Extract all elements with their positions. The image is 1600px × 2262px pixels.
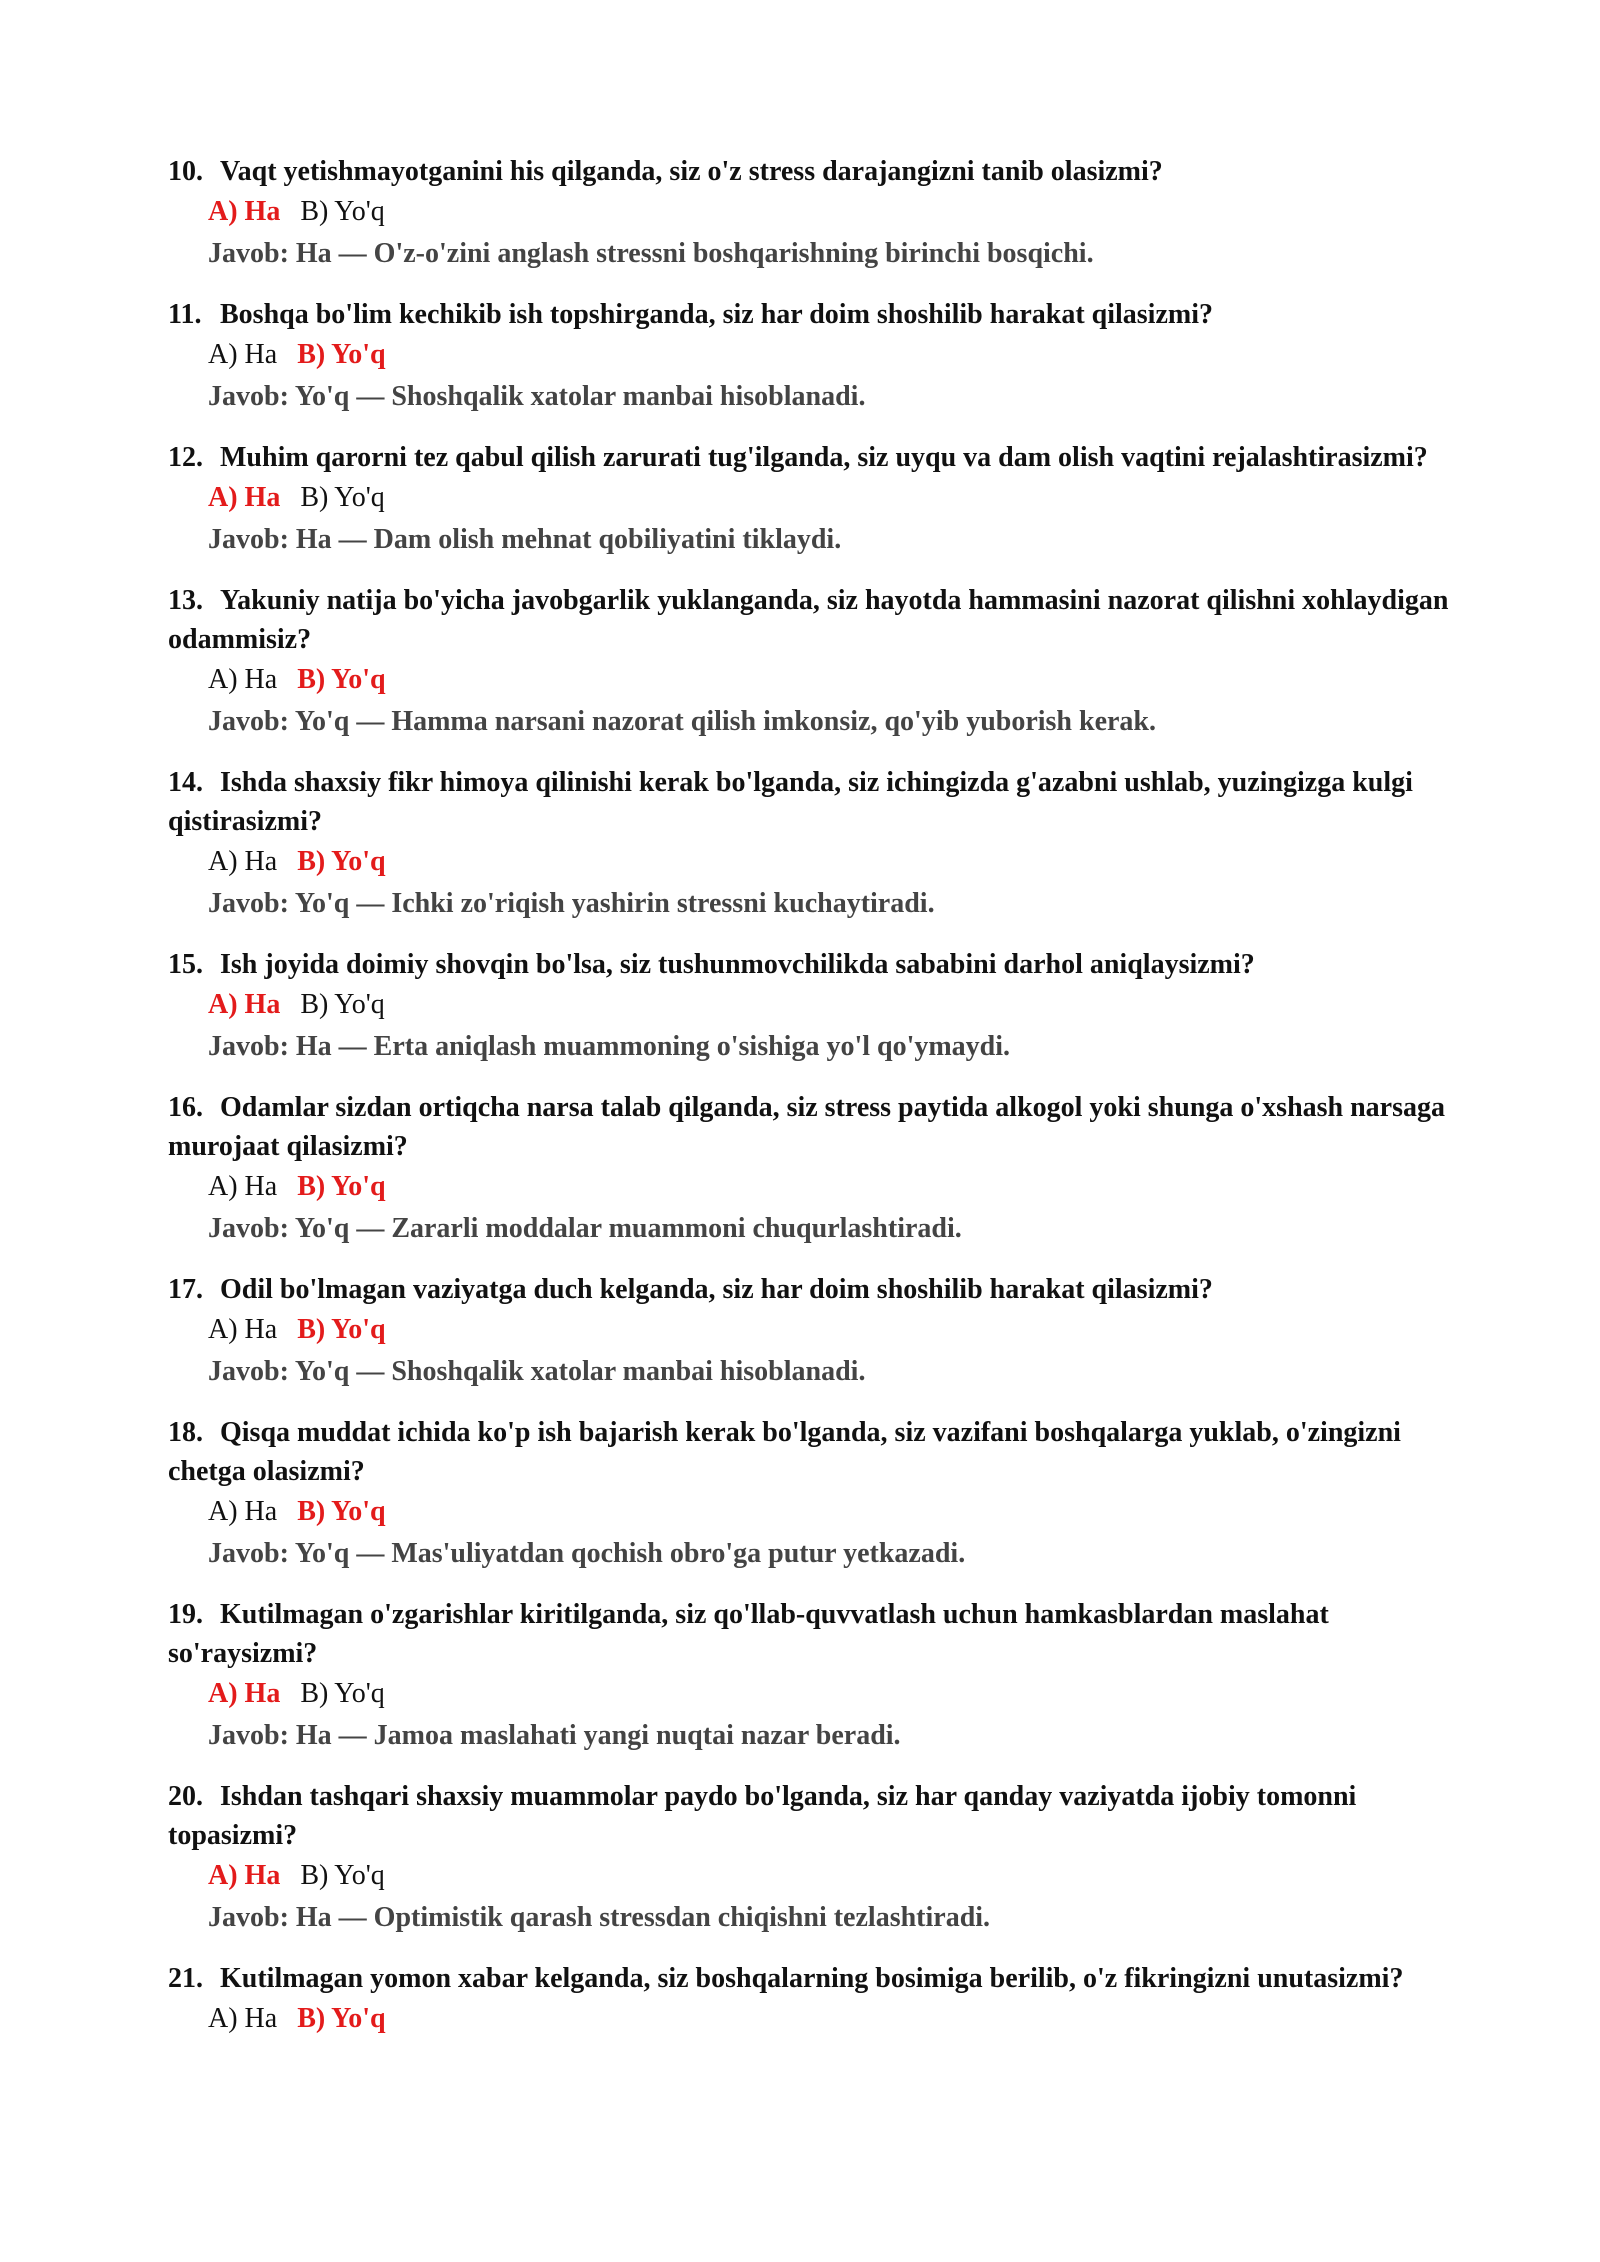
question-label: Odamlar sizdan ortiqcha narsa talab qilganda, siz stress paytida alkogol yoki shunga o'xshash narsaga murojaat qilasizmi? <box>168 1092 1445 1162</box>
option-b: B) Yo'q <box>300 196 385 227</box>
question-item <box>168 1413 1458 1575</box>
question-text <box>168 152 1458 191</box>
answer-options <box>168 191 1458 233</box>
answer-explanation: Javob: Ha — Jamoa maslahati yangi nuqtai nazar beradi. <box>208 1720 901 1751</box>
question-item <box>168 945 1458 1068</box>
question-label: Vaqt yetishmayotganini his qilganda, siz o'z stress darajangizni tanib olasizmi? <box>220 156 1163 187</box>
question-text <box>168 763 1458 841</box>
question-number: 19. <box>168 1599 203 1630</box>
question-text <box>168 1777 1458 1855</box>
question-item <box>168 1595 1458 1757</box>
question-text <box>168 1413 1458 1491</box>
answer-options <box>168 1166 1458 1208</box>
option-b: B) Yo'q <box>297 1496 386 1527</box>
option-b: B) Yo'q <box>297 2003 386 2034</box>
question-text <box>168 438 1458 477</box>
answer-options <box>168 334 1458 376</box>
answer-options <box>168 477 1458 519</box>
question-label: Odil bo'lmagan vaziyatga duch kelganda, siz har doim shoshilib harakat qilasizmi? <box>220 1274 1213 1305</box>
option-b: B) Yo'q <box>297 1171 386 1202</box>
option-a: A) Ha <box>208 1678 281 1709</box>
question-text <box>168 1959 1458 1998</box>
option-b: B) Yo'q <box>297 846 386 877</box>
question-text <box>168 581 1458 659</box>
question-label: Qisqa muddat ichida ko'p ish bajarish kerak bo'lganda, siz vazifani boshqalarga yuklab, o'zingizni chetga olasizmi? <box>168 1417 1401 1487</box>
option-a: A) Ha <box>208 1860 281 1891</box>
option-a: A) Ha <box>208 482 281 513</box>
question-item <box>168 152 1458 275</box>
option-b: B) Yo'q <box>300 482 385 513</box>
answer-options <box>168 1673 1458 1715</box>
question-number: 10. <box>168 156 203 187</box>
option-b: B) Yo'q <box>297 664 386 695</box>
question-number: 14. <box>168 767 203 798</box>
question-number: 13. <box>168 585 203 616</box>
answer-options <box>168 984 1458 1026</box>
answer-explanation: Javob: Yo'q — Mas'uliyatdan qochish obro'ga putur yetkazadi. <box>208 1538 966 1569</box>
question-number: 17. <box>168 1274 203 1305</box>
answer-options <box>168 1491 1458 1533</box>
option-a: A) Ha <box>208 339 278 370</box>
option-a: A) Ha <box>208 2003 278 2034</box>
answer-explanation: Javob: Yo'q — Zararli moddalar muammoni chuqurlashtiradi. <box>208 1213 962 1244</box>
question-number: 16. <box>168 1092 203 1123</box>
question-label: Kutilmagan yomon xabar kelganda, siz boshqalarning bosimiga berilib, o'z fikringizni unutasizmi? <box>220 1963 1404 1994</box>
question-number: 20. <box>168 1781 203 1812</box>
option-b: B) Yo'q <box>300 1678 385 1709</box>
answer-options <box>168 841 1458 883</box>
answer-options <box>168 1998 1458 2040</box>
answer-explanation: Javob: Yo'q — Shoshqalik xatolar manbai hisoblanadi. <box>208 381 866 412</box>
question-label: Ishda shaxsiy fikr himoya qilinishi kerak bo'lganda, siz ichingizda g'azabni ushlab, yuzingizga kulgi qistirasizmi? <box>168 767 1413 837</box>
question-label: Yakuniy natija bo'yicha javobgarlik yuklanganda, siz hayotda hammasini nazorat qilishni xohlaydigan odammisiz? <box>168 585 1449 655</box>
option-b: B) Yo'q <box>300 1860 385 1891</box>
question-number: 15. <box>168 949 203 980</box>
question-list <box>168 152 1458 2060</box>
question-item <box>168 581 1458 743</box>
question-item <box>168 1270 1458 1393</box>
question-label: Ish joyida doimiy shovqin bo'lsa, siz tushunmovchilikda sababini darhol aniqlaysizmi? <box>220 949 1255 980</box>
option-a: A) Ha <box>208 1496 278 1527</box>
question-label: Muhim qarorni tez qabul qilish zarurati tug'ilganda, siz uyqu va dam olish vaqtini rejalashtirasizmi? <box>220 442 1428 473</box>
option-a: A) Ha <box>208 1314 278 1345</box>
question-text <box>168 1595 1458 1673</box>
question-item <box>168 1959 1458 2040</box>
answer-explanation: Javob: Ha — O'z-o'zini anglash stressni boshqarishning birinchi bosqichi. <box>208 238 1094 269</box>
question-label: Kutilmagan o'zgarishlar kiritilganda, siz qo'llab-quvvatlash uchun hamkasblardan maslahat so'raysizmi? <box>168 1599 1329 1669</box>
question-text <box>168 295 1458 334</box>
question-item <box>168 295 1458 418</box>
answer-options <box>168 659 1458 701</box>
option-b: B) Yo'q <box>297 339 386 370</box>
question-item <box>168 438 1458 561</box>
answer-options <box>168 1309 1458 1351</box>
question-number: 18. <box>168 1417 203 1448</box>
question-number: 12. <box>168 442 203 473</box>
option-b: B) Yo'q <box>297 1314 386 1345</box>
answer-explanation: Javob: Yo'q — Hamma narsani nazorat qilish imkonsiz, qo'yib yuborish kerak. <box>208 706 1157 737</box>
question-text <box>168 945 1458 984</box>
answer-explanation: Javob: Ha — Erta aniqlash muammoning o'sishiga yo'l qo'ymaydi. <box>208 1031 1011 1062</box>
question-label: Boshqa bo'lim kechikib ish topshirganda, siz har doim shoshilib harakat qilasizmi? <box>220 299 1213 330</box>
question-item <box>168 1088 1458 1250</box>
question-text <box>168 1270 1458 1309</box>
option-b: B) Yo'q <box>300 989 385 1020</box>
answer-explanation: Javob: Ha — Optimistik qarash stressdan chiqishni tezlashtiradi. <box>208 1902 991 1933</box>
answer-explanation: Javob: Ha — Dam olish mehnat qobiliyatini tiklaydi. <box>208 524 842 555</box>
question-number: 21. <box>168 1963 203 1994</box>
option-a: A) Ha <box>208 1171 278 1202</box>
question-item <box>168 1777 1458 1939</box>
option-a: A) Ha <box>208 989 281 1020</box>
answer-options <box>168 1855 1458 1897</box>
option-a: A) Ha <box>208 846 278 877</box>
question-item <box>168 763 1458 925</box>
answer-explanation: Javob: Yo'q — Ichki zo'riqish yashirin stressni kuchaytiradi. <box>208 888 935 919</box>
question-text <box>168 1088 1458 1166</box>
option-a: A) Ha <box>208 196 281 227</box>
question-number: 11. <box>168 299 202 330</box>
option-a: A) Ha <box>208 664 278 695</box>
answer-explanation: Javob: Yo'q — Shoshqalik xatolar manbai hisoblanadi. <box>208 1356 866 1387</box>
question-label: Ishdan tashqari shaxsiy muammolar paydo bo'lganda, siz har qanday vaziyatda ijobiy tomonni topasizmi? <box>168 1781 1357 1851</box>
